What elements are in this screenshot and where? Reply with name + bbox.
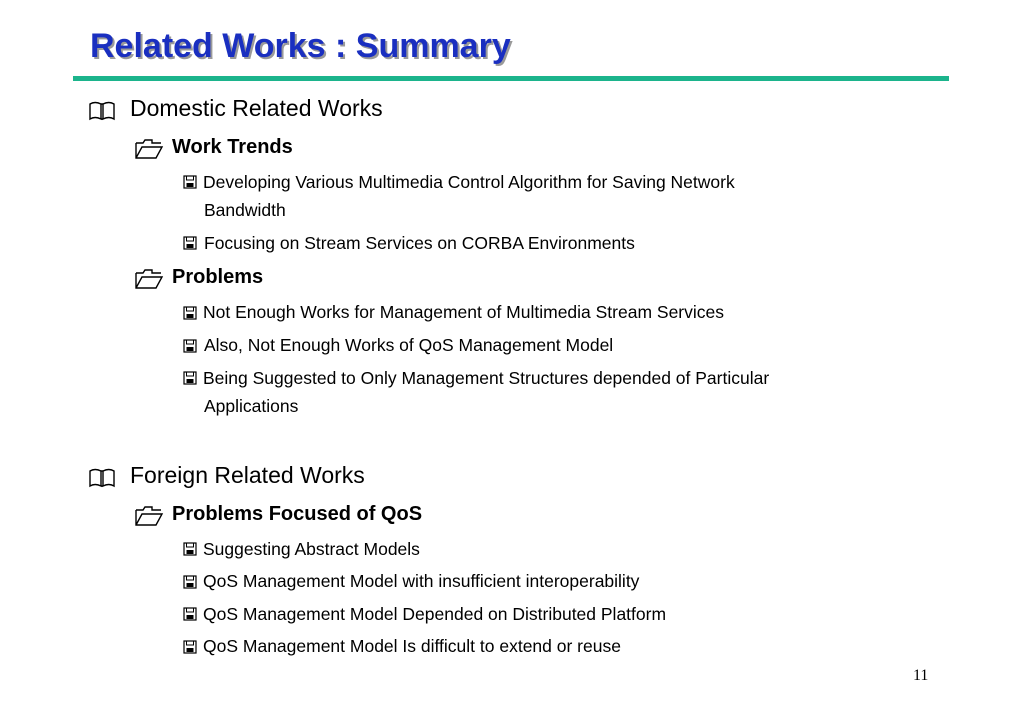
disk-bullet-icon	[183, 175, 197, 189]
list-item-continuation: Bandwidth	[204, 200, 286, 220]
list-item: Also, Not Enough Works of QoS Management Model	[204, 335, 614, 355]
list-item: Focusing on Stream Services on CORBA Environments	[204, 233, 635, 253]
list-item: QoS Management Model Depended on Distributed Platform	[203, 604, 667, 624]
list-item: QoS Management Model Is difficult to extend or reuse	[203, 636, 621, 656]
folder-icon	[134, 505, 164, 527]
slide-title: Related Works : Summary	[90, 27, 511, 65]
list-item: Not Enough Works for Management of Multimedia Stream Services	[203, 302, 725, 322]
section-heading-foreign: Foreign Related Works	[130, 462, 365, 488]
folder-icon	[134, 138, 164, 160]
open-book-icon	[88, 100, 116, 122]
list-item: Being Suggested to Only Management Structures depended of Particular	[203, 368, 770, 388]
list-item: Suggesting Abstract Models	[203, 539, 420, 559]
list-item-continuation: Applications	[204, 396, 299, 416]
group-title-problems-focused-of-qos: Problems Focused of QoS	[172, 503, 423, 525]
title-underline	[73, 76, 949, 81]
disk-bullet-icon	[183, 236, 197, 250]
disk-bullet-icon	[183, 607, 197, 621]
disk-bullet-icon	[183, 640, 197, 654]
disk-bullet-icon	[183, 542, 197, 556]
disk-bullet-icon	[183, 371, 197, 385]
disk-bullet-icon	[183, 306, 197, 320]
list-item: Developing Various Multimedia Control Algorithm for Saving Network	[203, 172, 735, 192]
group-title-work-trends: Work Trends	[172, 136, 293, 158]
page-number: 11	[913, 667, 929, 684]
list-item: QoS Management Model with insufficient interoperability	[203, 571, 640, 591]
disk-bullet-icon	[183, 339, 197, 353]
open-book-icon	[88, 467, 116, 489]
disk-bullet-icon	[183, 575, 197, 589]
section-heading-domestic: Domestic Related Works	[130, 95, 383, 121]
folder-icon	[134, 268, 164, 290]
group-title-problems: Problems	[172, 266, 264, 288]
